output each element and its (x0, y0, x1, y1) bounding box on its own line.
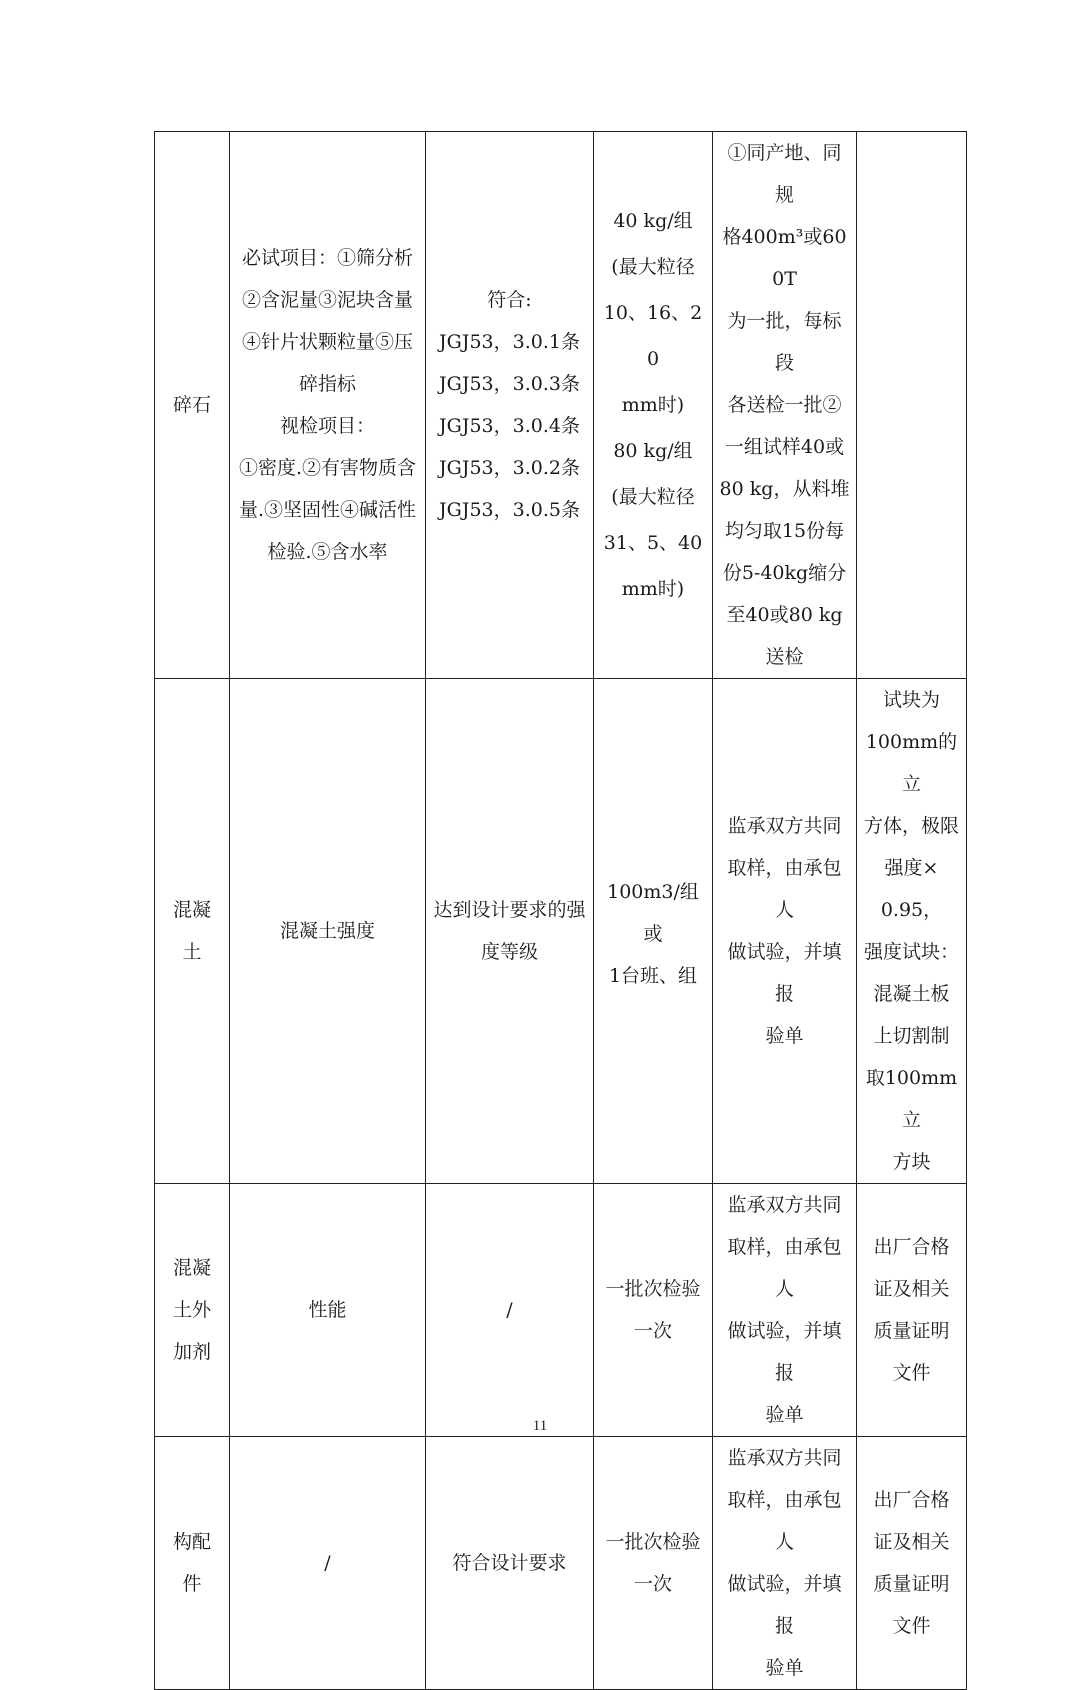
cell-line: 做试验，并填报 (727, 941, 842, 1005)
test-items-cell (230, 1184, 426, 1437)
cell-line: 构配 (172, 1531, 211, 1553)
cell-line: 取样，由承包人 (727, 1489, 842, 1553)
cell-line: 必试项目：①筛分析 (241, 247, 413, 269)
cell-line: 监承双方共同 (727, 815, 842, 837)
cell-line: mm时) (621, 578, 685, 600)
cell-line: 强度× (884, 857, 939, 879)
quantity-cell (594, 1184, 713, 1437)
cell-line: 送检 (765, 646, 804, 668)
cell-line: 性能 (308, 1299, 347, 1321)
cell-line: 土外 (172, 1299, 211, 1321)
cell-line: (最大粒径 (611, 256, 695, 278)
cell-line: 80 kg/组 (613, 440, 693, 462)
cell-line: 混凝土强度 (279, 920, 375, 942)
cell-line: JGJ53，3.0.5条 (439, 499, 580, 521)
cell-line: 一批次检验 (605, 1278, 701, 1300)
cell-line: ①密度.②有害物质含 (238, 457, 417, 479)
cell-line: 方块 (892, 1151, 931, 1173)
cell-line: 取样，由承包人 (727, 857, 842, 921)
cell-line: 混凝 (172, 899, 211, 921)
cell-line: JGJ53，3.0.1条 (439, 331, 580, 353)
cell-line: 出厂合格 (873, 1236, 950, 1258)
cell-line: ①同产地、同规 (727, 142, 842, 206)
cell-line: mm时) (621, 394, 685, 416)
cell-line: ②含泥量③泥块含量 (241, 289, 413, 311)
cell-line: 80 kg，从料堆 (719, 478, 850, 500)
cell-line: 视检项目： (279, 415, 375, 437)
cell-line: 验单 (765, 1404, 804, 1426)
cell-line: 一组试样40或 (724, 436, 845, 458)
cell-line: 取样，由承包人 (727, 1236, 842, 1300)
cell-line: 各送检一批② (727, 394, 842, 416)
cell-line: 件 (182, 1573, 202, 1595)
cell-line: 均匀取15份每 (724, 520, 845, 542)
page-number: 11 (532, 1418, 548, 1434)
cell-line: (最大粒径 (611, 486, 695, 508)
cell-line: / (506, 1299, 513, 1321)
cell-line: 40 kg/组 (613, 210, 693, 232)
table-row (155, 679, 967, 1184)
cell-line: 份5-40kg缩分 (722, 562, 847, 584)
test-items-cell (230, 1437, 426, 1690)
cell-line: 一批次检验 (605, 1531, 701, 1553)
cell-line: 为一批，每标段 (727, 310, 842, 374)
material-cell (155, 679, 230, 1184)
cell-line: 验单 (765, 1657, 804, 1679)
standard-cell (426, 679, 594, 1184)
cell-line: 1台班、组 (608, 965, 698, 987)
cell-line: 监承双方共同 (727, 1447, 842, 1469)
cell-line: 格400m³或600T (722, 226, 847, 290)
cell-line: ④针片状颗粒量⑤压 (241, 331, 413, 353)
cell-line: 100mm的立 (865, 731, 958, 795)
cell-line: 试块为 (882, 689, 940, 711)
cell-line: / (324, 1552, 331, 1574)
remark-cell (857, 679, 967, 1184)
remark-cell (857, 1184, 967, 1437)
test-items-cell (230, 132, 426, 679)
cell-line: 度等级 (480, 941, 538, 963)
cell-line: JGJ53，3.0.2条 (439, 457, 580, 479)
standard-cell (426, 1184, 594, 1437)
sampling-method-cell (713, 1184, 857, 1437)
test-items-cell (230, 679, 426, 1184)
cell-line: 检验.⑤含水率 (267, 541, 388, 563)
cell-line: 至40或80 kg (726, 604, 843, 626)
remark-cell (857, 132, 967, 679)
quantity-cell (594, 132, 713, 679)
cell-line: 一次 (633, 1573, 672, 1595)
cell-line: 方体，极限 (863, 815, 959, 837)
cell-line: 0.95， (880, 899, 943, 921)
cell-line: 加剂 (172, 1341, 211, 1363)
cell-line: 碎指标 (298, 373, 356, 395)
standard-cell (426, 1437, 594, 1690)
cell-line: 符合设计要求 (452, 1552, 567, 1574)
material-cell (155, 1184, 230, 1437)
material-cell (155, 1437, 230, 1690)
cell-line: 100m3/组或 (607, 881, 699, 945)
cell-line: 文件 (892, 1362, 931, 1384)
cell-line: 做试验，并填报 (727, 1320, 842, 1384)
cell-line: 验单 (765, 1025, 804, 1047)
sampling-method-cell (713, 132, 857, 679)
cell-line: 符合: (487, 289, 532, 311)
cell-line: 混凝土板 (873, 983, 950, 1005)
sampling-method-cell (713, 1437, 857, 1690)
cell-line: 出厂合格 (873, 1489, 950, 1511)
cell-line: 一次 (633, 1320, 672, 1342)
cell-line: 质量证明 (873, 1573, 950, 1595)
cell-line: 31、5、40 (603, 532, 703, 554)
cell-line: 混凝 (172, 1257, 211, 1279)
cell-line: 10、16、20 (603, 302, 703, 370)
cell-line: 土 (182, 941, 202, 963)
remark-cell (857, 1437, 967, 1690)
cell-line: 强度试块： (863, 941, 959, 963)
material-testing-table (154, 131, 967, 1690)
cell-line: JGJ53，3.0.4条 (439, 415, 580, 437)
table-row (155, 1184, 967, 1437)
quantity-cell (594, 679, 713, 1184)
cell-line: 证及相关 (873, 1278, 950, 1300)
standard-cell (426, 132, 594, 679)
cell-line: 达到设计要求的强 (433, 899, 586, 921)
table-row (155, 1437, 967, 1690)
table-row (155, 132, 967, 679)
cell-line: 证及相关 (873, 1531, 950, 1553)
material-cell (155, 132, 230, 679)
material-name: 碎石 (172, 394, 211, 416)
cell-line: JGJ53，3.0.3条 (439, 373, 580, 395)
cell-line: 取100mm立 (865, 1067, 958, 1131)
cell-line: 做试验，并填报 (727, 1573, 842, 1637)
sampling-method-cell (713, 679, 857, 1184)
cell-line: 质量证明 (873, 1320, 950, 1342)
cell-line: 监承双方共同 (727, 1194, 842, 1216)
cell-line: 文件 (892, 1615, 931, 1637)
cell-line: 量.③坚固性④碱活性 (238, 499, 417, 521)
quantity-cell (594, 1437, 713, 1690)
cell-line: 上切割制 (873, 1025, 950, 1047)
